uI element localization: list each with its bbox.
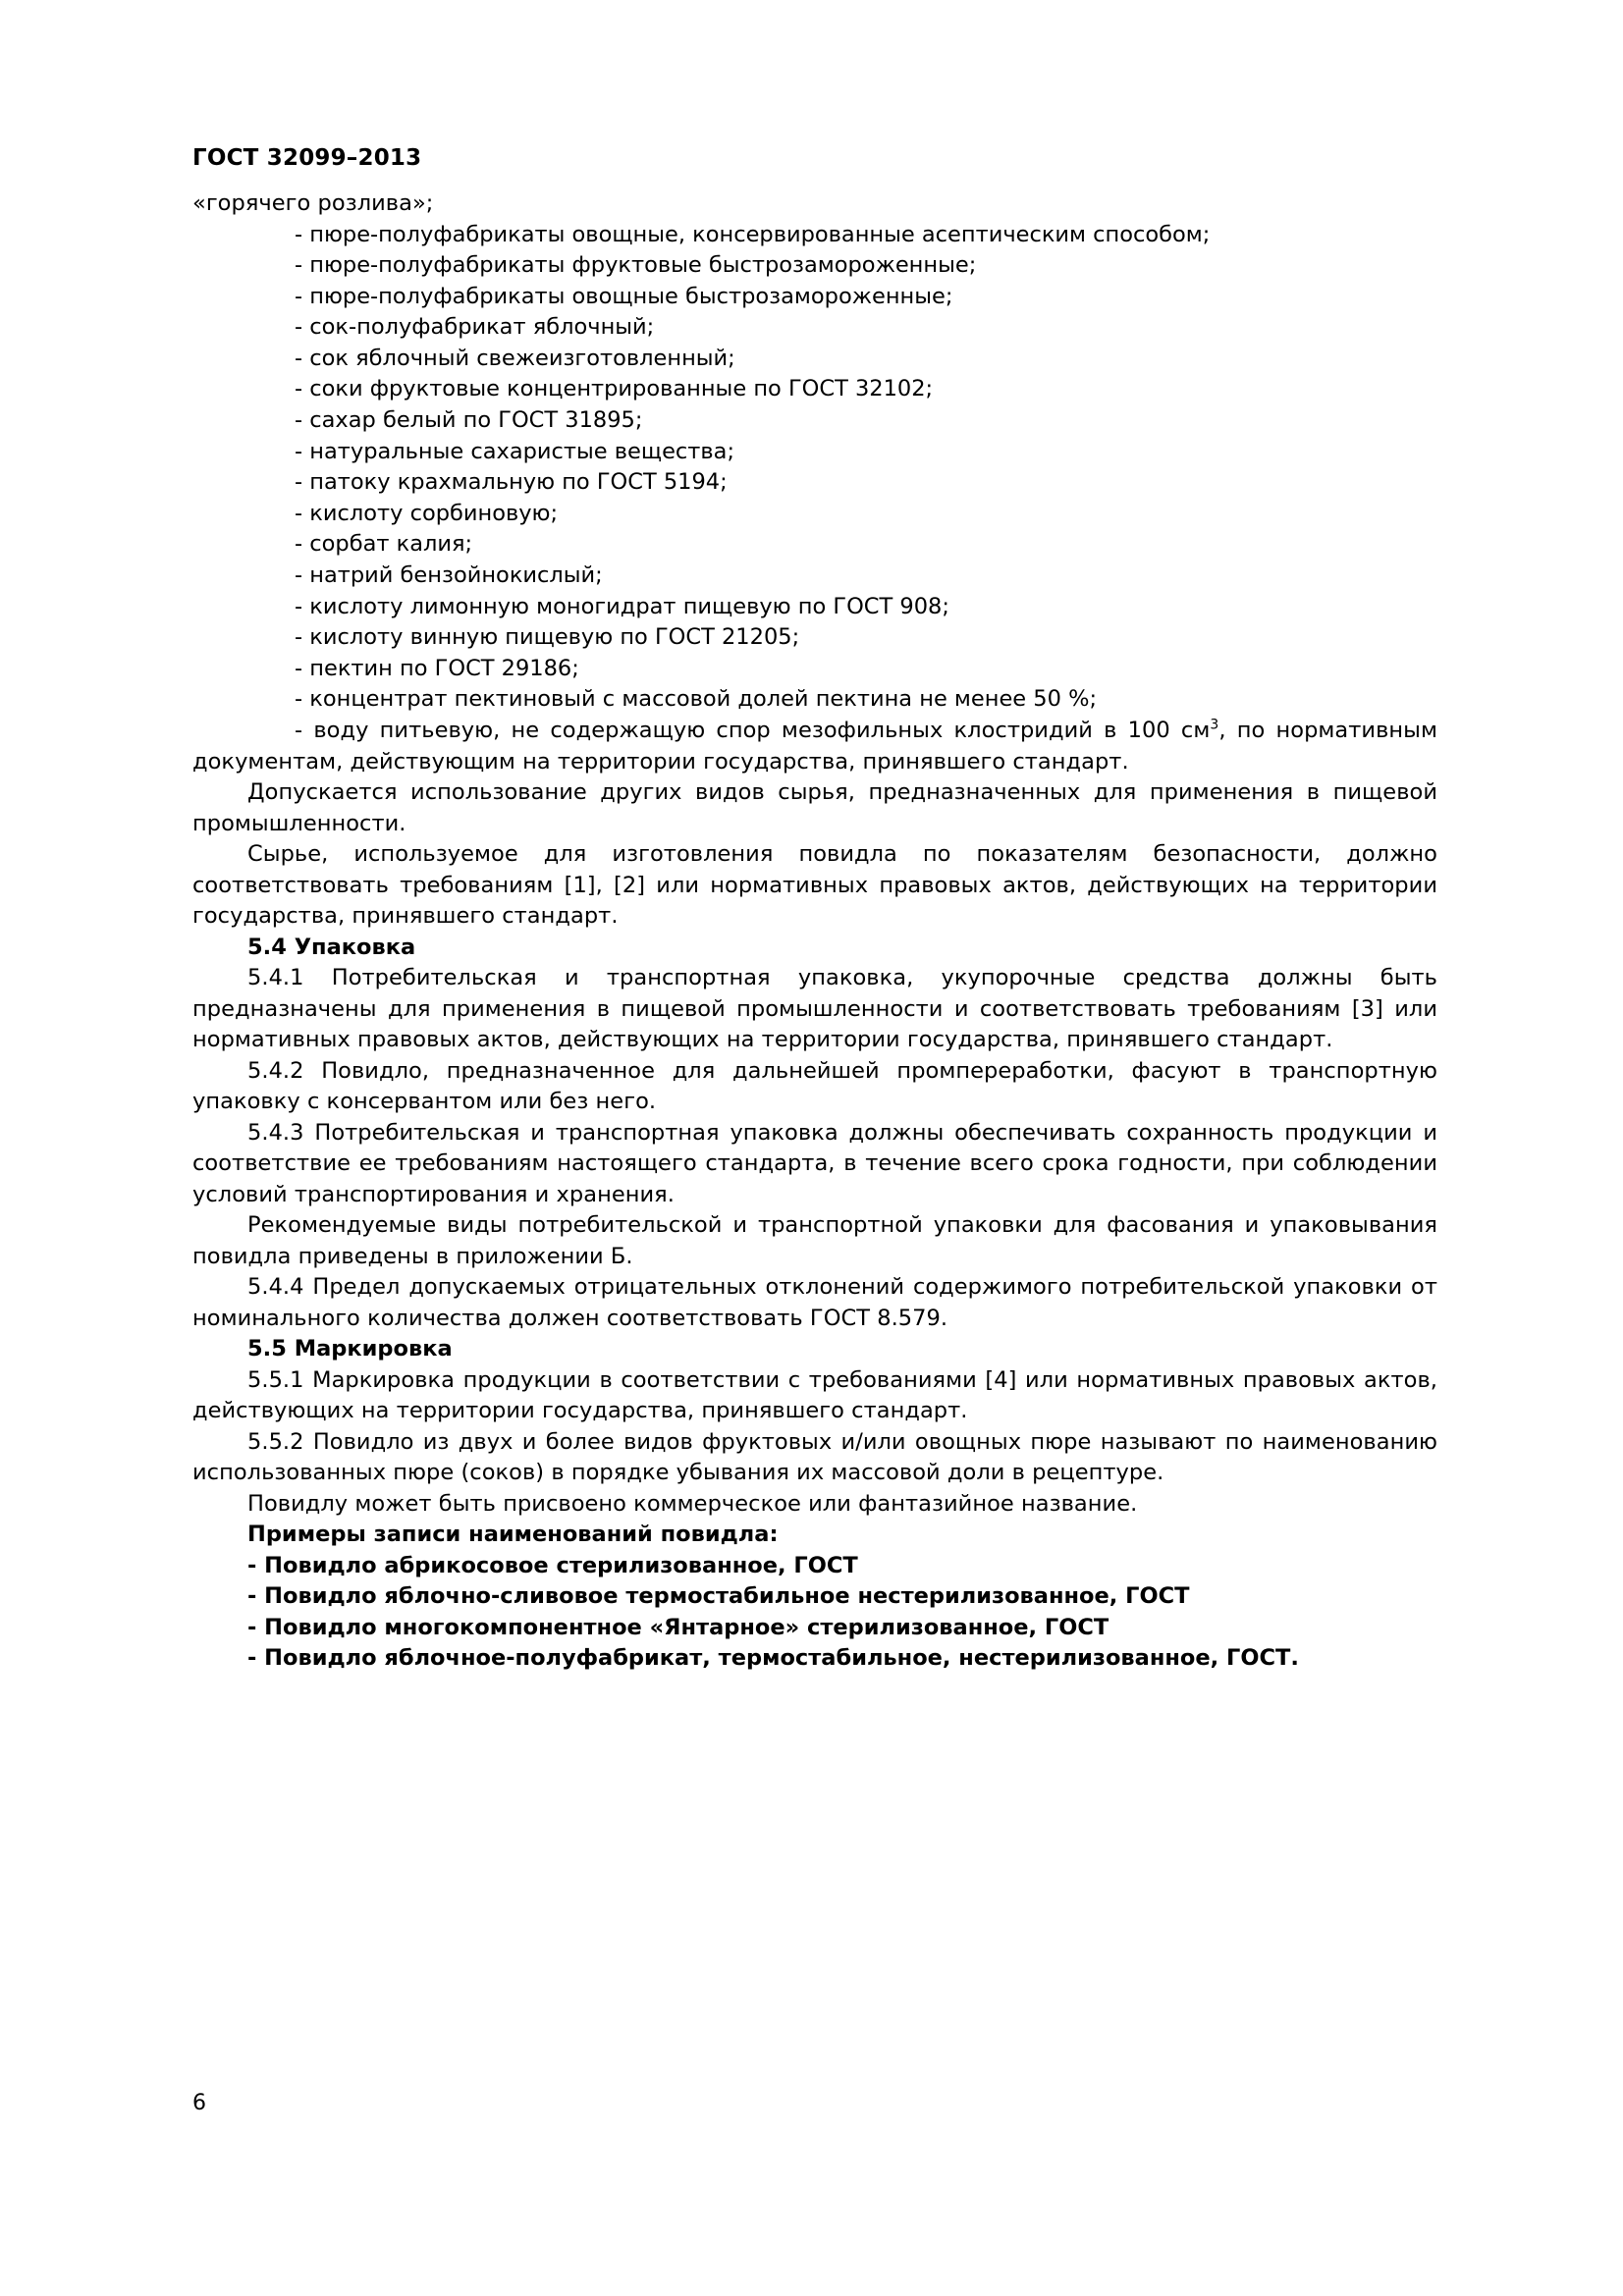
list-item: - концентрат пектиновый с массовой долей пектина не менее 50 %; bbox=[295, 686, 1098, 713]
examples-heading: Примеры записи наименований повидла: bbox=[247, 1522, 779, 1547]
ingredient-list bbox=[192, 220, 1437, 717]
section-heading-5-4: 5.4 Упаковка bbox=[247, 934, 416, 960]
list-item: - пектин по ГОСТ 29186; bbox=[295, 655, 579, 681]
paragraph-5-4-4: 5.4.4 Предел допускаемых отрицательных отклонений содержимого потребительской упаковки от номинального количества должен соответствовать ГОСТ 8.579. bbox=[192, 1274, 1437, 1331]
list-item: - натрий бензойнокислый; bbox=[295, 562, 603, 589]
continuation-line: «горячего розлива»; bbox=[192, 190, 434, 216]
example-item: - Повидло яблочно-сливовое термостабильное нестерилизованное, ГОСТ bbox=[247, 1583, 1190, 1609]
paragraph-commercial-name: Повидлу может быть присвоено коммерческое или фантазийное название. bbox=[247, 1490, 1138, 1517]
water-ingredient-paragraph bbox=[192, 716, 1437, 777]
document-standard-header: ГОСТ 32099–2013 bbox=[192, 145, 422, 171]
list-item: - кислоту лимонную моногидрат пищевую по ГОСТ 908; bbox=[295, 593, 949, 619]
cubic-superscript: 3 bbox=[1210, 717, 1219, 733]
list-item: - пюре-полуфабрикаты овощные, консервированные асептическим способом; bbox=[295, 221, 1211, 247]
paragraph-5-5-1: 5.5.1 Маркировка продукции в соответствии с требованиями [4] или нормативных правовых актов, действующих на территории государства, принявшего стандарт. bbox=[192, 1366, 1437, 1423]
example-item: - Повидло абрикосовое стерилизованное, ГОСТ bbox=[247, 1552, 858, 1578]
section-heading-5-5: 5.5 Маркировка bbox=[247, 1336, 453, 1362]
paragraph-safety-requirements: Сырье, используемое для изготовления повидла по показателям безопасности, должно соответствовать требованиям [1], [2] или нормативных правовых актов, действующих на территории государства, принявшего стандарт. bbox=[192, 841, 1437, 929]
example-item: - Повидло многокомпонентное «Янтарное» стерилизованное, ГОСТ bbox=[247, 1614, 1109, 1640]
list-item: - пюре-полуфабрикаты овощные быстрозамороженные; bbox=[295, 283, 953, 309]
list-item: - сахар белый по ГОСТ 31895; bbox=[295, 407, 643, 434]
water-item-text-part1: - воду питьевую, не содержащую спор мезофильных клостридий в 100 см bbox=[295, 718, 1211, 743]
list-item: - натуральные сахаристые вещества; bbox=[295, 438, 735, 464]
paragraph-5-4-2: 5.4.2 Повидло, предназначенное для дальнейшей промпереработки, фасуют в транспортную упаковку с консервантом или без него. bbox=[192, 1057, 1437, 1114]
water-item-text-part2: , по нормативным документам, действующим на территории государства, принявшего стандарт. bbox=[192, 718, 1437, 774]
example-item: - Повидло яблочное-полуфабрикат, термостабильное, нестерилизованное, ГОСТ. bbox=[247, 1645, 1299, 1671]
list-item: - сок-полуфабрикат яблочный; bbox=[295, 314, 655, 341]
paragraph-5-4-1: 5.4.1 Потребительская и транспортная упаковка, укупорочные средства должны быть предназначены для применения в пищевой промышленности и соответствовать требованиям [3] или нормативных правовых актов, действующих на территории государства, принявшего стандарт. bbox=[192, 965, 1437, 1052]
list-item: - пюре-полуфабрикаты фруктовые быстрозамороженные; bbox=[295, 252, 977, 279]
paragraph-recommended-packaging: Рекомендуемые виды потребительской и транспортной упаковки для фасования и упаковывания повидла приведены в приложении Б. bbox=[192, 1212, 1437, 1269]
list-item: - кислоту винную пищевую по ГОСТ 21205; bbox=[295, 624, 800, 651]
list-item: - кислоту сорбиновую; bbox=[295, 500, 559, 526]
list-item: - патоку крахмальную по ГОСТ 5194; bbox=[295, 469, 728, 496]
list-item: - соки фруктовые концентрированные по ГОСТ 32102; bbox=[295, 376, 934, 402]
paragraph-5-4-3: 5.4.3 Потребительская и транспортная упаковка должны обеспечивать сохранность продукции и соответствие ее требованиям настоящего стандарта, в течение всего срока годности, при соблюдении условий транспортирования и хранения. bbox=[192, 1119, 1437, 1207]
paragraph-5-5-2: 5.5.2 Повидло из двух и более видов фруктовых и/или овощных пюре называют по наименованию использованных пюре (соков) в порядке убывания их массовой доли в рецептуре. bbox=[192, 1428, 1437, 1485]
page-content bbox=[192, 145, 1437, 1675]
list-item: - сок яблочный свежеизготовленный; bbox=[295, 345, 735, 371]
page-number: 6 bbox=[192, 2091, 206, 2115]
list-item: - сорбат калия; bbox=[295, 531, 473, 558]
paragraph-other-raw-materials: Допускается использование других видов сырья, предназначенных для применения в пищевой промышленности. bbox=[192, 779, 1437, 836]
